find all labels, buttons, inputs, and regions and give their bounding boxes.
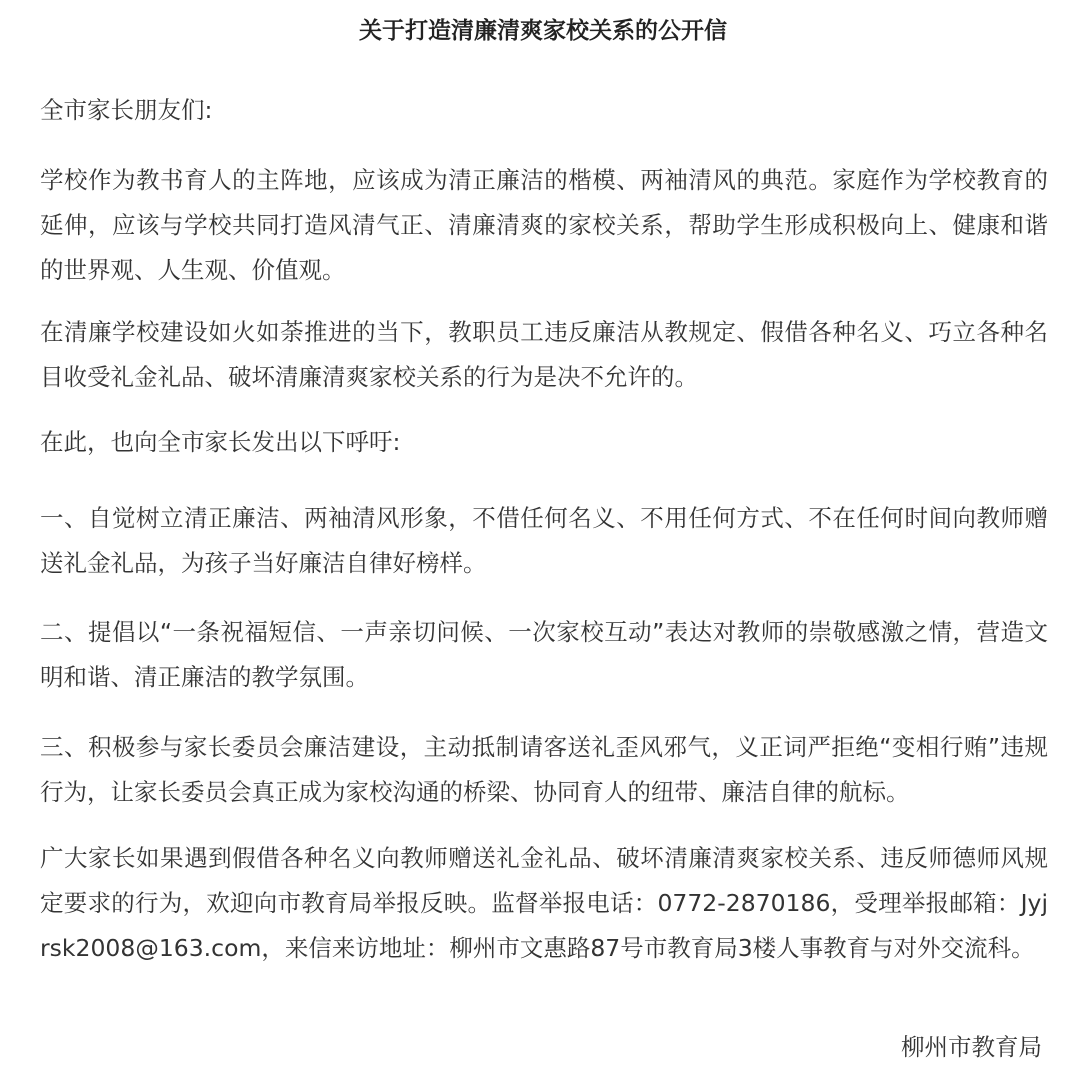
paragraph-prohibition: 在清廉学校建设如火如荼推进的当下，教职员工违反廉洁从教规定、假借各种名义、巧立各种名目收受礼金礼品、破坏清廉清爽家校关系的行为是决不允许的。 <box>40 318 1048 391</box>
paragraph-appeal-two: 二、提倡以“一条祝福短信、一声亲切问候、一次家校互动”表达对教师的崇敬感激之情，营造文明和谐、清正廉洁的教学氛围。 <box>40 618 1048 691</box>
paragraph-intro: 学校作为教书育人的主阵地，应该成为清正廉洁的楷模、两袖清风的典范。家庭作为学校教育的延伸，应该与学校共同打造风清气正、清廉清爽的家校关系，帮助学生形成积极向上、健康和谐的世界观、人生观、价值观。 <box>40 166 1048 284</box>
paragraph-report-contact: 广大家长如果遇到假借各种名义向教师赠送礼金礼品、破坏清廉清爽家校关系、违反师德师风规定要求的行为，欢迎向市教育局举报反映。监督举报电话：0772-2870186，受理举报邮箱：Jyjrsk2008@163.com，来信来访地址：柳州市文惠路87号市教育局3楼人事教育与对外交流科。 <box>40 844 1048 962</box>
paragraph-appeal-one: 一、自觉树立清正廉洁、两袖清风形象，不借任何名义、不用任何方式、不在任何时间向教师赠送礼金礼品，为孩子当好廉洁自律好榜样。 <box>40 504 1048 577</box>
letter-signature: 柳州市教育局 <box>901 1033 1042 1061</box>
paragraph-appeal-lead: 在此，也向全市家长发出以下呼吁: <box>40 428 401 456</box>
paragraph-appeal-three: 三、积极参与家长委员会廉洁建设，主动抵制请客送礼歪风邪气，义正词严拒绝“变相行贿”违规行为，让家长委员会真正成为家校沟通的桥梁、协同育人的纽带、廉洁自律的航标。 <box>40 733 1048 806</box>
letter-title: 关于打造清廉清爽家校关系的公开信 <box>359 18 727 44</box>
salutation: 全市家长朋友们: <box>40 96 213 124</box>
